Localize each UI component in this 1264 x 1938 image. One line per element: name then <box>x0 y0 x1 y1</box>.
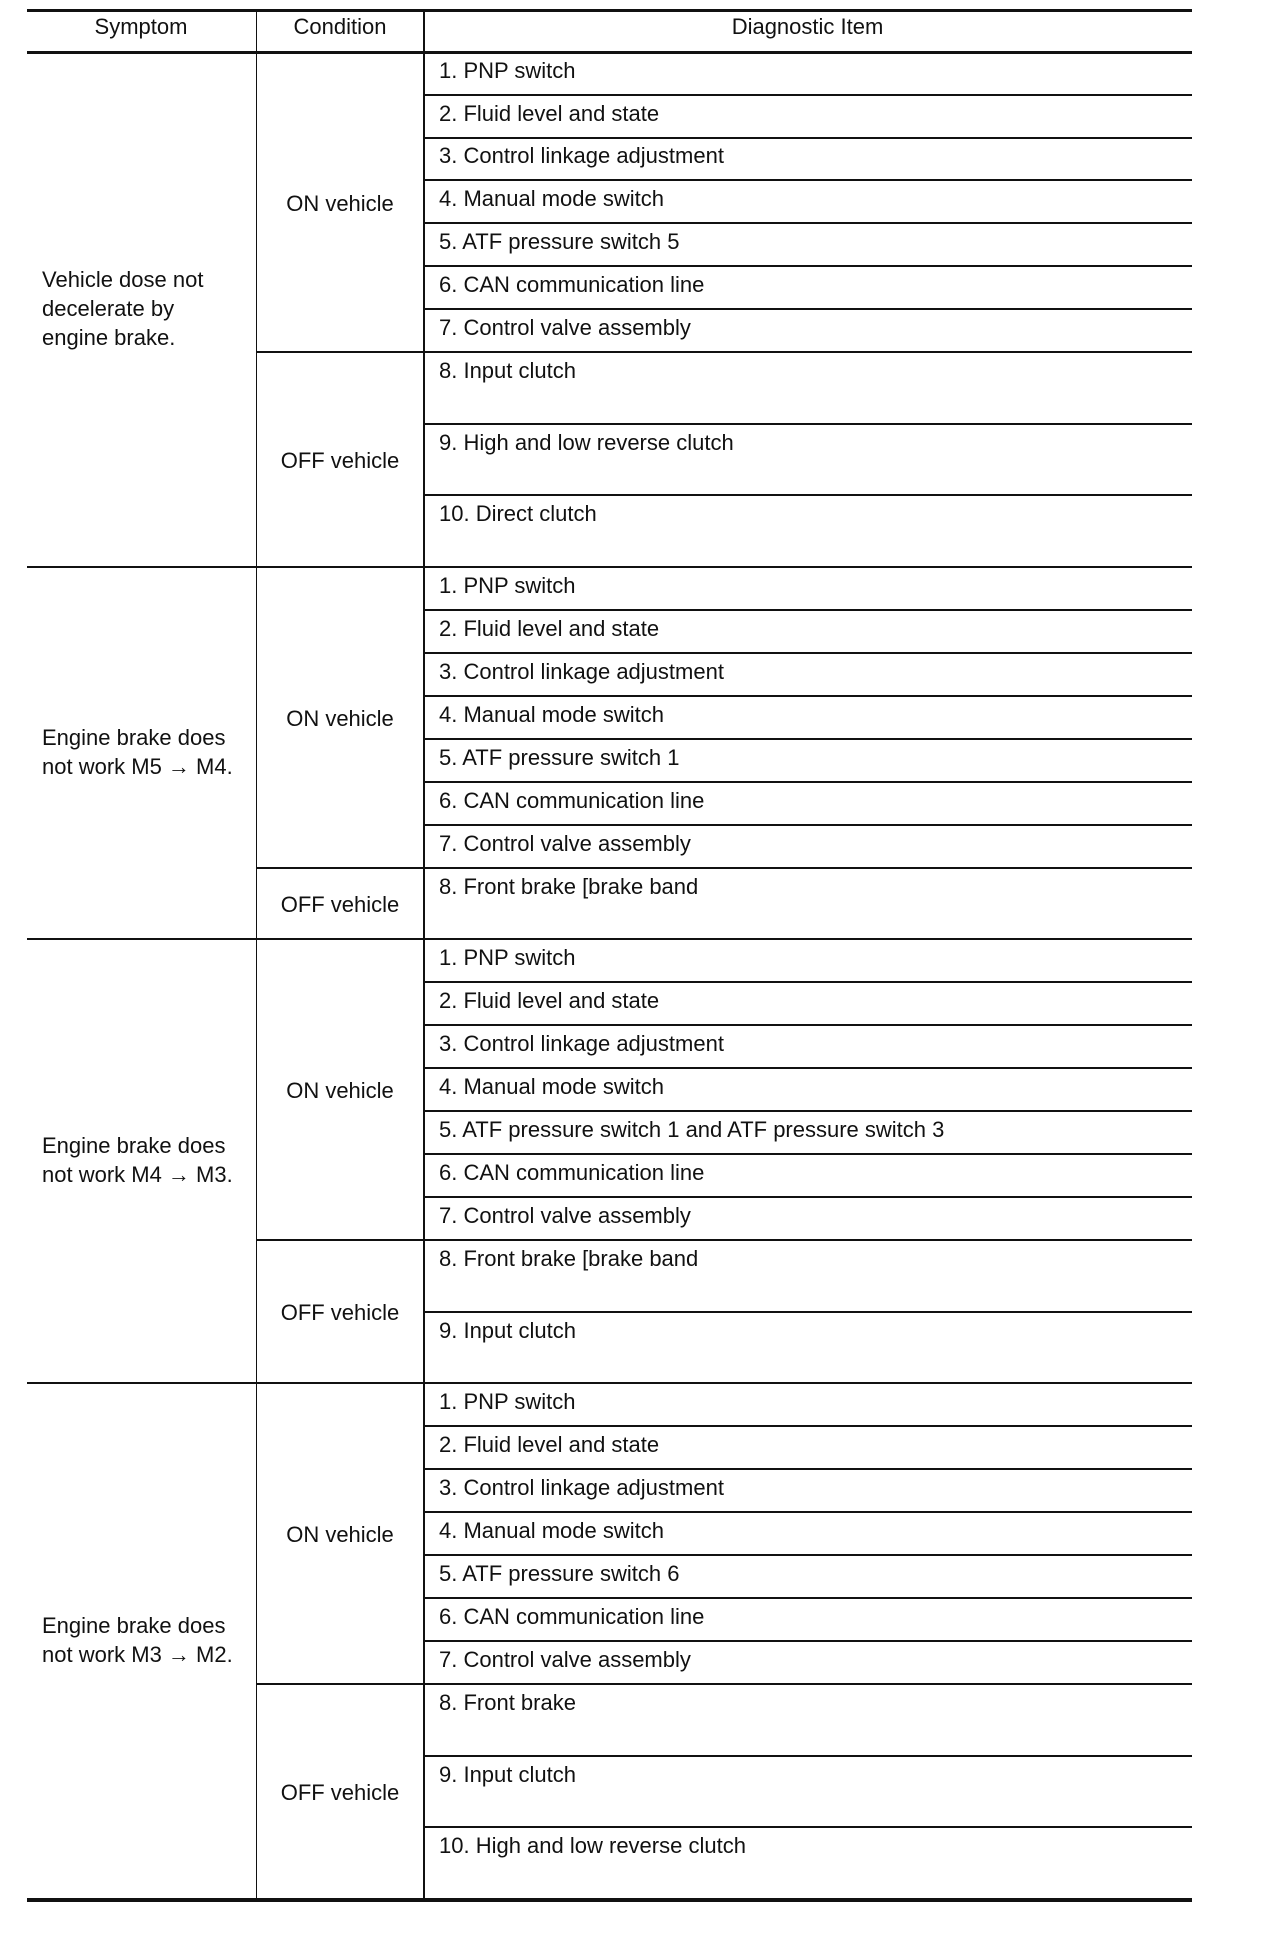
header-diagnostic-item: Diagnostic Item <box>731 14 884 39</box>
symptom-text: engine brake. <box>42 325 176 350</box>
diagnostic-item: 5. ATF pressure switch 5 <box>439 229 680 254</box>
table-rule <box>423 824 1192 826</box>
diagnostic-item: 3. Control linkage adjustment <box>439 1031 724 1056</box>
table-rule <box>423 265 1192 267</box>
diagnostic-item: 8. Front brake [brake band <box>439 1246 699 1271</box>
condition-label: OFF vehicle <box>280 892 400 917</box>
symptom-text: Engine brake does <box>42 1613 226 1638</box>
condition-label: OFF vehicle <box>280 1780 400 1805</box>
condition-label: ON vehicle <box>286 191 394 216</box>
table-rule <box>423 781 1192 783</box>
symptom-text: Engine brake does <box>42 725 226 750</box>
condition-label: ON vehicle <box>286 706 394 731</box>
table-rule <box>256 1683 1192 1685</box>
table-rule <box>423 94 1192 96</box>
diagnostic-item: 7. Control valve assembly <box>439 1203 691 1228</box>
table-rule <box>423 1597 1192 1599</box>
table-rule <box>423 1067 1192 1069</box>
table-rule <box>27 938 1192 940</box>
table-rule <box>423 308 1192 310</box>
diagnostic-item: 6. CAN communication line <box>439 1160 705 1185</box>
table-rule <box>256 1239 1192 1241</box>
header-condition: Condition <box>293 14 387 39</box>
table-rule <box>423 1468 1192 1470</box>
diagnostic-item: 2. Fluid level and state <box>439 101 660 126</box>
symptom-text: decelerate by <box>42 296 175 321</box>
table-rule <box>423 137 1192 139</box>
table-rule <box>423 609 1192 611</box>
diagnostic-item: 7. Control valve assembly <box>439 831 691 856</box>
table-rule <box>27 1382 1192 1384</box>
table-rule <box>423 1311 1192 1313</box>
diagnostic-item: 4. Manual mode switch <box>439 1074 664 1099</box>
diagnostic-item: 10. High and low reverse clutch <box>439 1833 746 1858</box>
diagnostic-item: 2. Fluid level and state <box>439 1432 660 1457</box>
diagnostic-item: 7. Control valve assembly <box>439 315 691 340</box>
diagnostic-item: 1. PNP switch <box>439 945 576 970</box>
diagnostic-item: 1. PNP switch <box>439 1389 576 1414</box>
diagnostic-item: 4. Manual mode switch <box>439 702 664 727</box>
diagnostic-item: 9. High and low reverse clutch <box>439 430 734 455</box>
table-rule <box>256 867 1192 869</box>
diagnostic-item: 1. PNP switch <box>439 58 576 83</box>
table-rule <box>27 51 1192 54</box>
diagnostic-item: 8. Front brake [brake band <box>439 874 699 899</box>
diagnostic-item: 2. Fluid level and state <box>439 616 660 641</box>
table-rule <box>423 423 1192 425</box>
column-rule <box>423 9 425 1898</box>
diagnostic-item: 10. Direct clutch <box>439 501 597 526</box>
table-rule <box>423 1755 1192 1757</box>
table-rule <box>256 351 1192 353</box>
diagnostic-item: 4. Manual mode switch <box>439 186 664 211</box>
table-rule <box>423 1826 1192 1828</box>
diagnostic-item: 7. Control valve assembly <box>439 1647 691 1672</box>
table-rule <box>423 1425 1192 1427</box>
table-rule <box>423 1640 1192 1642</box>
table-rule <box>423 1153 1192 1155</box>
table-rule <box>423 1024 1192 1026</box>
symptom-text: Engine brake does <box>42 1133 226 1158</box>
condition-label: OFF vehicle <box>280 1300 400 1325</box>
condition-label: ON vehicle <box>286 1078 394 1103</box>
table-rule <box>423 738 1192 740</box>
diagnostic-item: 3. Control linkage adjustment <box>439 143 724 168</box>
condition-label: OFF vehicle <box>280 448 400 473</box>
table-rule <box>423 494 1192 496</box>
symptom-text: not work M3 → M2. <box>42 1642 233 1667</box>
table-rule <box>423 222 1192 224</box>
diagnostic-item: 4. Manual mode switch <box>439 1518 664 1543</box>
table-rule <box>423 695 1192 697</box>
column-rule <box>256 9 257 1898</box>
diagnostic-item: 3. Control linkage adjustment <box>439 659 724 684</box>
diagnostic-item: 9. Input clutch <box>439 1318 576 1343</box>
diagnostic-item: 3. Control linkage adjustment <box>439 1475 724 1500</box>
symptom-text: not work M5 → M4. <box>42 754 233 779</box>
diagnostic-item: 2. Fluid level and state <box>439 988 660 1013</box>
table-rule <box>27 566 1192 568</box>
symptom-text: not work M4 → M3. <box>42 1162 233 1187</box>
table-rule <box>423 981 1192 983</box>
table-rule <box>423 1511 1192 1513</box>
condition-label: ON vehicle <box>286 1522 394 1547</box>
diagnostic-item: 5. ATF pressure switch 6 <box>439 1561 680 1586</box>
diagnostic-item: 5. ATF pressure switch 1 <box>439 745 680 770</box>
table-rule <box>27 1898 1192 1902</box>
symptom-text: Vehicle dose not <box>42 267 204 292</box>
table-rule <box>423 1110 1192 1112</box>
diagnostic-item: 1. PNP switch <box>439 573 576 598</box>
table-rule <box>423 1196 1192 1198</box>
table-rule <box>423 652 1192 654</box>
header-symptom: Symptom <box>94 14 188 39</box>
diagnostic-item: 9. Input clutch <box>439 1762 576 1787</box>
diagnostic-item: 6. CAN communication line <box>439 788 705 813</box>
table-rule <box>423 1554 1192 1556</box>
diagnostic-item: 6. CAN communication line <box>439 1604 705 1629</box>
diagnostic-item: 8. Front brake <box>439 1690 576 1715</box>
diagnostic-item: 8. Input clutch <box>439 358 576 383</box>
diagnostic-item: 5. ATF pressure switch 1 and ATF pressure switch 3 <box>439 1117 945 1142</box>
table-rule <box>423 179 1192 181</box>
diagnostic-item: 6. CAN communication line <box>439 272 705 297</box>
